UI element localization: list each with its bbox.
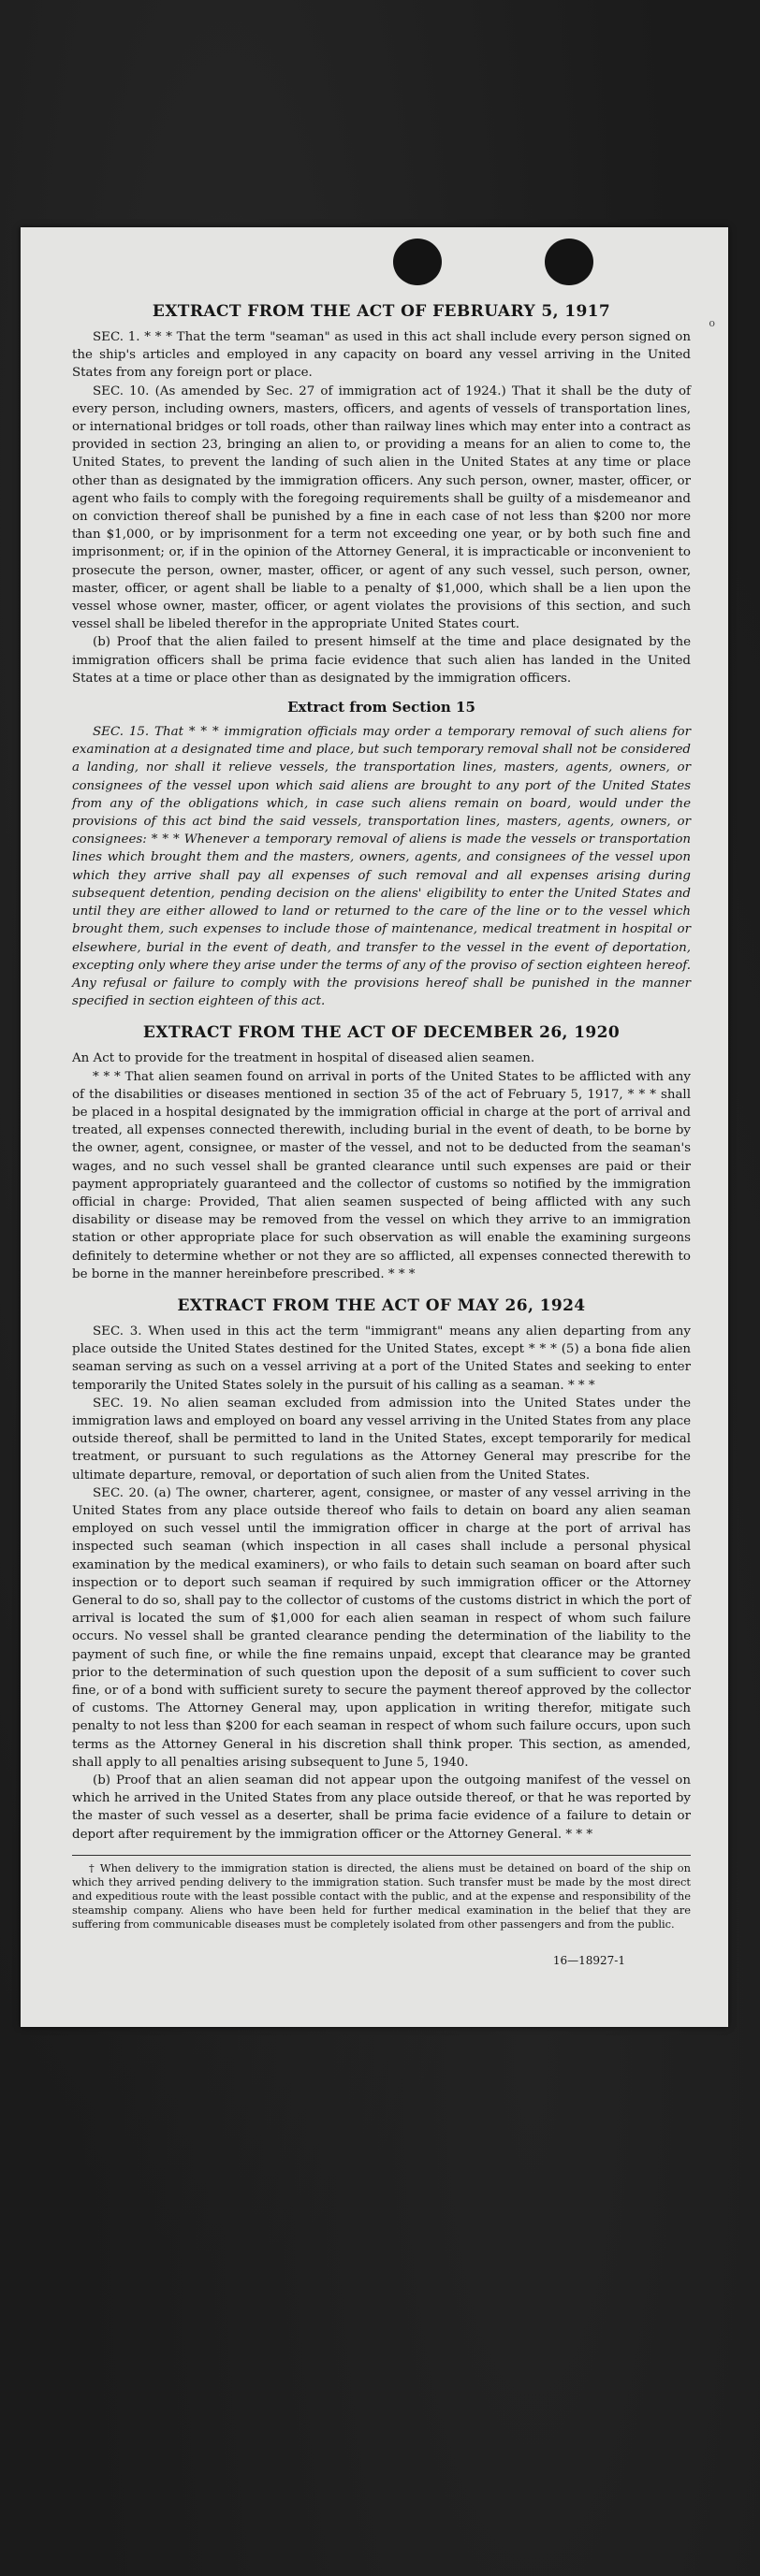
footnote: † When delivery to the immigration station is directed, the aliens must be detained on board of the ship on which they arrived pending delivery to the immigration station. Such transfer must be made by the most direct and expeditious route with the least possible contact with the public, and at the expense and responsibility of the steamship company. Aliens who have been held for further medical examination in the belief that they are suffering from communicable diseases must be completely isolated from other passengers and from the public.: [72, 1860, 691, 1931]
section-heading: EXTRACT FROM THE ACT OF FEBRUARY 5, 1917: [152, 302, 611, 321]
form-number: 16—18927-1: [552, 1953, 625, 1967]
paragraph-sec-20-a: SEC. 20. (a) The owner, charterer, agent, consignee, or master of any vessel arriving in the United States from any place outside thereof who fails to detain on board any alien seaman employed on such vessel until the immigration officer in charge at the port of arrival has inspected such seaman (which inspection in all cases shall include a personal physical examination by the medical examiners), or who fails to detain such seaman on board after such inspection or to deport such seaman if required by such immigration officer or the Attorney General to do so, shall pay to the collector of customs of the customs district in which the port of arrival is located the sum of $1,000 for each alien seaman in respect of whom such failure occurs. No vessel shall be granted clearance pending the determination of the liability to the payment of such fine, or while the fine remains unpaid, except that clearance may be granted prior to the determination of such question upon the deposit of a sum sufficient to cover such fine, or of a bond with sufficient surety to secure the payment thereof approved by the collector of customs. The Attorney General may, upon application in writing therefor, mitigate such penalty to not less than $200 for each seaman in respect of whom such failure occurs, upon such terms as the Attorney General in his discretion shall think proper. This section, as amended, shall apply to all penalties arising subsequent to June 5, 1940.: [72, 1485, 691, 1770]
paragraph-sec-1: SEC. 1. * * * That the term "seaman" as used in this act shall include every person signed on the ship's articles and employed in any capacity on board any vessel arriving in the United States from any foreign port or place.: [72, 330, 691, 381]
footnote-divider: [72, 1855, 691, 1856]
section-act-1920: [72, 1023, 691, 1283]
section-heading: EXTRACT FROM THE ACT OF MAY 26, 1924: [177, 1295, 586, 1315]
margin-mark: o: [709, 317, 715, 329]
section-act-1917: [72, 302, 691, 687]
paragraph-sec-10: SEC. 10. (As amended by Sec. 27 of immigration act of 1924.) That it shall be the duty of every person, including owners, masters, officers, and agents of vessels of transportation lines, or international bridges or toll roads, other than railway lines which may enter into a contract as provided in section 23, bringing an alien to, or providing a means for an alien to come to, the United States, to prevent the landing of such alien in the United States at any time or place other than as designated by the immigration officers. Any such person, owner, master, officer, or agent who fails to comply with the foregoing requirements shall be guilty of a misdemeanor and on conviction thereof shall be punished by a fine in each case of not less than $200 nor more than $1,000, or by imprisonment for a term not exceeding one year, or by both such fine and imprisonment; or, if in the opinion of the Attorney General, it is impracticable or inconvenient to prosecute the person, owner, master, officer, or agent of any such vessel, such person, owner, master, officer, or agent shall be liable to a penalty of $1,000, which shall be a lien upon the vessel whose owner, master, officer, or agent violates the provisions of this section, and such vessel shall be libeled therefor in the appropriate United States court.: [72, 384, 691, 632]
section-heading: Extract from Section 15: [287, 699, 475, 716]
paragraph-sec-20-b: (b) Proof that an alien seaman did not appear upon the outgoing manifest of the vessel on which he arrived in the United States from any place outside thereof, or that he was reported by the master of such vessel as a deserter, shall be prima facie evidence of a failure to detain or deport after requirement by the immigration officer or the Attorney General. * * *: [72, 1773, 691, 1842]
paragraph-sec-10-b: (b) Proof that the alien failed to present himself at the time and place designated by the immigration officers shall be prima facie evidence that such alien has landed in the United States at a time or place other than as designated by the immigration officers.: [72, 635, 691, 686]
punch-hole-left: [393, 239, 442, 285]
paragraph-sec-19: SEC. 19. No alien seaman excluded from admission into the United States under the immigration laws and employed on board any vessel arriving in the United States from any place outside thereof, shall be permitted to land in the United States, except temporarily for medical treatment, or pursuant to such regulations as the Attorney General may prescribe for the ultimate departure, removal, or deportation of such alien from the United States.: [72, 1396, 691, 1483]
paragraph-sec-3: SEC. 3. When used in this act the term "immigrant" means any alien departing from any place outside the United States destined for the United States, except * * * (5) a bona fide alien seaman serving as such on a vessel arriving at a port of the United States and seeking to enter temporarily the United States solely in the pursuit of his calling as a seaman. * * *: [72, 1324, 691, 1393]
punch-hole-right: [545, 239, 593, 285]
act-title-line: An Act to provide for the treatment in hospital of diseased alien seamen.: [72, 1051, 535, 1066]
section-heading: EXTRACT FROM THE ACT OF DECEMBER 26, 1920: [142, 1023, 621, 1043]
section-act-1924: [72, 1296, 691, 1844]
section-extract-15: [72, 699, 691, 1010]
paragraph-sec-15: SEC. 15. That * * * immigration officials may order a temporary removal of such aliens for examination at a designated time and place, but such temporary removal shall not be considered a landing, nor shall it relieve vessels, the transportation lines, masters, agents, owners, or consignees of the vessel upon which said aliens are brought to any port of the United States from any of the obligations which, in case such aliens remain on board, would under the provisions of this act bind the said vessels, transportation lines, masters, agents, owners, or consignees: * * * Whenever a temporary removal of aliens is made the vessels or transportation lines which brought them and the masters, owners, agents, and consignees of the vessel upon which they arrive shall pay all expenses of such removal and all expenses arising during subsequent detention, pending decision on the aliens' eligibility to enter the United States and until they are either allowed to land or returned to the care of the line or to the vessel which brought them, such expenses to include those of maintenance, medical treatment in hospital or elsewhere, burial in the event of death, and transfer to the vessel in the event of deportation, excepting only where they arise under the terms of any of the proviso of section eighteen hereof. Any refusal or failure to comply with the provisions hereof shall be punished in the manner specified in section eighteen of this act.: [72, 725, 691, 1009]
paragraph-act-1920: * * * That alien seamen found on arrival in ports of the United States to be afflicted with any of the disabilities or diseases mentioned in section 35 of the act of February 5, 1917, * * * shall be placed in a hospital designated by the immigration official in charge at the port of arrival and treated, all expenses connected therewith, including burial in the event of death, to be borne by the owner, agent, consignee, or master of the vessel, and not to be deducted from the seaman's wages, and no such vessel shall be granted clearance until such expenses are paid or their payment appropriately guaranteed and the collector of customs so notified by the immigration official in charge: Provided, That alien seamen suspected of being afflicted with any such disability or disease may be removed from the vessel on which they arrive to an immigration station or other appropriate place for such observation as will enable the examining surgeons definitely to determine whether or not they are so afflicted, all expenses connected therewith to be borne in the manner hereinbefore prescribed. * * *: [72, 1069, 691, 1281]
document-page: [21, 227, 728, 2027]
